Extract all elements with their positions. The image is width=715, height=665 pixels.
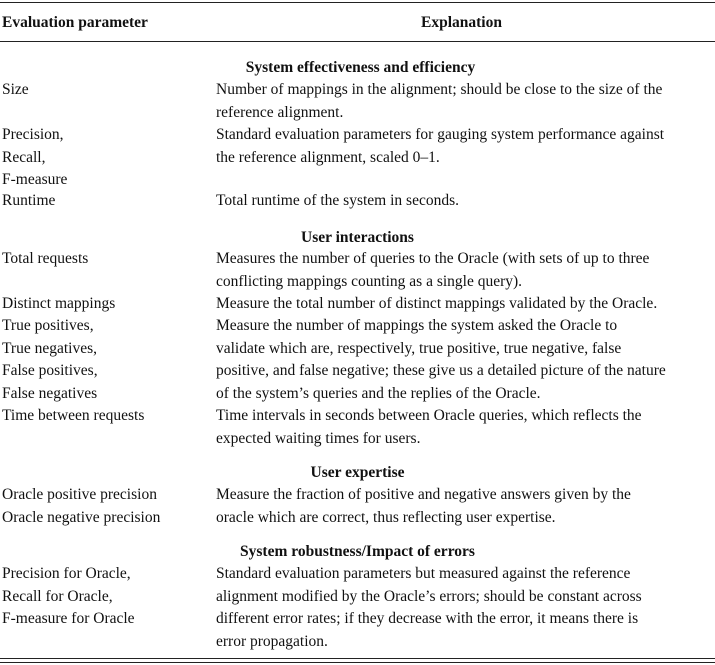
section-title: System robustness/Impact of errors — [240, 543, 475, 560]
expl-line: validate which are, respectively, true positive, true negative, false — [216, 339, 622, 357]
expl-line: Standard evaluation parameters for gauging system performance against — [216, 126, 665, 143]
param-line: F-measure — [2, 171, 68, 189]
section-title: User expertise — [310, 464, 405, 481]
expl-line: Number of mappings in the alignment; should be close to the size of the — [216, 81, 663, 98]
param-line: Distinct mappings — [2, 295, 116, 312]
bottom-rule — [0, 658, 715, 659]
section-title: System effectiveness and efficiency — [245, 59, 476, 76]
param-line: Runtime — [2, 192, 56, 209]
param-line: Recall, — [2, 148, 46, 166]
param-line: F-measure for Oracle — [2, 610, 135, 628]
param-line: Oracle positive precision — [2, 486, 157, 503]
param-line: False negatives — [2, 384, 98, 402]
param-line: Total requests — [2, 250, 89, 267]
param-line: True negatives, — [2, 339, 97, 357]
param-line: Precision, — [2, 126, 64, 143]
param-line: Size — [2, 81, 29, 98]
expl-line: of the system’s queries and the replies of the Oracle. — [216, 384, 541, 402]
header-rule — [0, 41, 715, 42]
param-line: Recall for Oracle, — [2, 587, 113, 605]
expl-line: Measure the total number of distinct mappings validated by the Oracle. — [216, 295, 658, 312]
expl-line: different error rates; if they decrease with the error, it means there is — [216, 610, 639, 628]
param-line: True positives, — [2, 317, 94, 334]
param-line: Oracle negative precision — [2, 508, 161, 526]
expl-line: Total runtime of the system in seconds. — [216, 192, 459, 209]
expl-line: conflicting mappings counting as a single query). — [216, 272, 523, 290]
section-title: User interactions — [301, 229, 414, 246]
header-explanation: Explanation — [421, 14, 502, 31]
expl-line: error propagation. — [216, 632, 328, 650]
bottom-rule-double — [0, 662, 715, 663]
expl-line: oracle which are correct, thus reflecting user expertise. — [216, 508, 556, 526]
expl-line: alignment modified by the Oracle’s errors; should be constant across — [216, 587, 642, 605]
expl-line: expected waiting times for users. — [216, 429, 421, 447]
param-line: False positives, — [2, 362, 98, 380]
expl-line: Standard evaluation parameters but measured against the reference — [216, 565, 631, 582]
param-line: Precision for Oracle, — [2, 565, 131, 582]
expl-line: the reference alignment, scaled 0–1. — [216, 148, 440, 166]
expl-line: reference alignment. — [216, 103, 344, 121]
top-rule — [0, 2, 715, 3]
expl-line: Measure the number of mappings the system asked the Oracle to — [216, 317, 618, 334]
header-param: Evaluation parameter — [2, 14, 148, 31]
param-line: Time between requests — [2, 407, 145, 424]
expl-line: Measure the fraction of positive and negative answers given by the — [216, 486, 631, 503]
expl-line: Measures the number of queries to the Oracle (with sets of up to three — [216, 250, 650, 267]
expl-line: positive, and false negative; these give us a detailed picture of the nature — [216, 362, 666, 380]
expl-line: Time intervals in seconds between Oracle queries, which reflects the — [216, 407, 642, 424]
